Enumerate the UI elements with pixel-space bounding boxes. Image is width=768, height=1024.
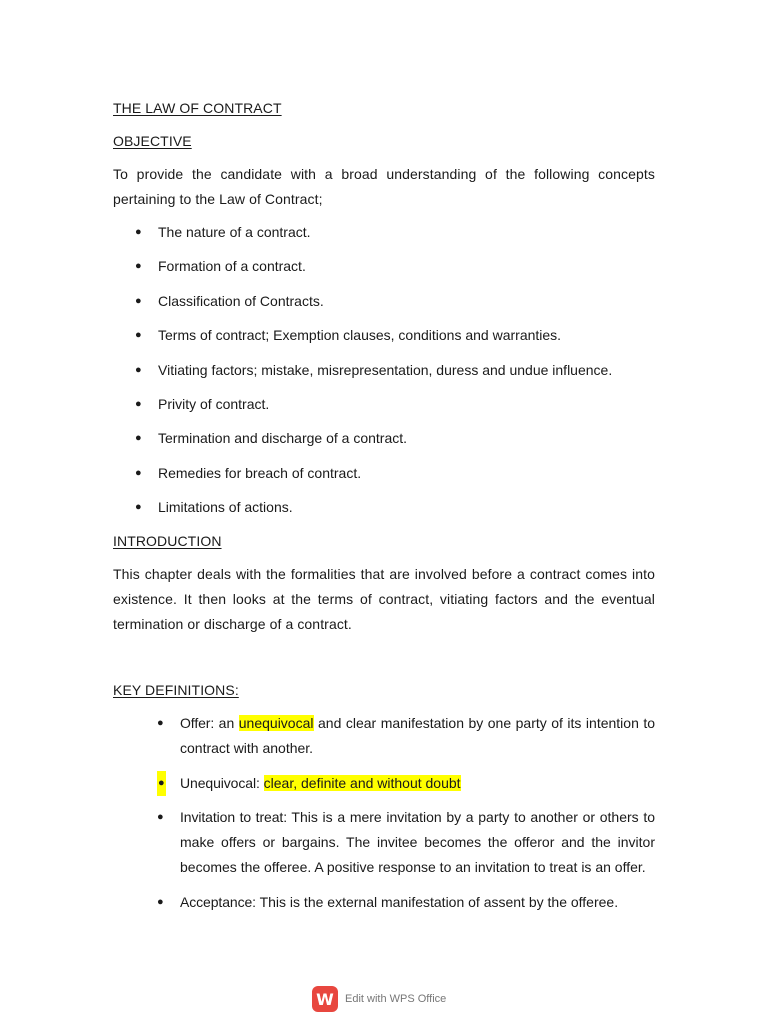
bullet-icon: ●: [135, 294, 142, 307]
highlighted-text: clear, definite and without doubt: [263, 775, 461, 791]
list-item: ● Vitiating factors; mistake, misrepresentation, duress and undue influence.: [113, 358, 612, 392]
introduction-text: This chapter deals with the formalities that are involved before a contract comes into existence. It then looks at the terms of contract, vitiating factors and the eventual termination or discharge of a contract.: [113, 566, 655, 632]
wps-edit-label: Edit with WPS Office: [345, 993, 447, 1005]
definition-text: This is a mere invitation by a party to another or others to make offers or bargains. The invitee becomes the offeror and the invitor becomes the offeree. A positive response to an invitation to treat is an offer.: [180, 809, 655, 875]
list-item: ● The nature of a contract.: [113, 220, 612, 254]
objective-heading: OBJECTIVE: [113, 133, 192, 149]
definition-term: Invitation to treat:: [180, 809, 287, 825]
bullet-icon: ●: [157, 717, 164, 729]
definition-term: Offer:: [180, 715, 215, 731]
bullet-icon: ●: [135, 363, 142, 376]
list-item: ● Classification of Contracts.: [113, 289, 612, 323]
list-item: ● Limitations of actions.: [113, 495, 612, 529]
bullet-icon: ●: [157, 771, 166, 796]
list-item: ● Terms of contract; Exemption clauses, conditions and warranties.: [113, 323, 612, 357]
definition-term: Unequivocal:: [180, 775, 260, 791]
list-item: ● Termination and discharge of a contract.: [113, 426, 612, 460]
definition-text: This is the external manifestation of assent by the offeree.: [259, 894, 619, 910]
key-definitions-heading: KEY DEFINITIONS:: [113, 682, 239, 698]
definition-acceptance: [113, 890, 655, 915]
definition-offer: [113, 711, 655, 761]
document-title: THE LAW OF CONTRACT: [113, 100, 282, 116]
definition-text: and clear manifestation by one party of its intention to contract with another.: [180, 715, 656, 756]
definition-term: Acceptance:: [180, 894, 256, 910]
bullet-icon: ●: [157, 811, 164, 823]
wps-edit-badge[interactable]: [312, 986, 446, 1012]
bullet-icon: ●: [135, 260, 142, 273]
wps-logo-icon: W: [312, 986, 338, 1012]
bullet-icon: ●: [157, 896, 164, 908]
list-item: ● Formation of a contract.: [113, 254, 612, 288]
definition-text: an: [218, 715, 235, 731]
list-item: ● Privity of contract.: [113, 392, 612, 426]
definition-invitation-to-treat: [113, 805, 655, 880]
bullet-icon: ●: [135, 397, 142, 410]
objectives-list: [113, 220, 612, 530]
highlighted-text: unequivocal: [238, 715, 314, 731]
list-item: ● Remedies for breach of contract.: [113, 461, 612, 495]
introduction-heading: INTRODUCTION: [113, 533, 222, 549]
bullet-icon: ●: [135, 329, 142, 342]
objective-intro: To provide the candidate with a broad understanding of the following concepts pertaining to the Law of Contract;: [113, 166, 655, 207]
bullet-icon: ●: [135, 466, 142, 479]
bullet-icon: ●: [135, 432, 142, 445]
bullet-icon: ●: [135, 501, 142, 514]
definition-unequivocal: [113, 771, 655, 796]
bullet-icon: ●: [135, 226, 142, 238]
